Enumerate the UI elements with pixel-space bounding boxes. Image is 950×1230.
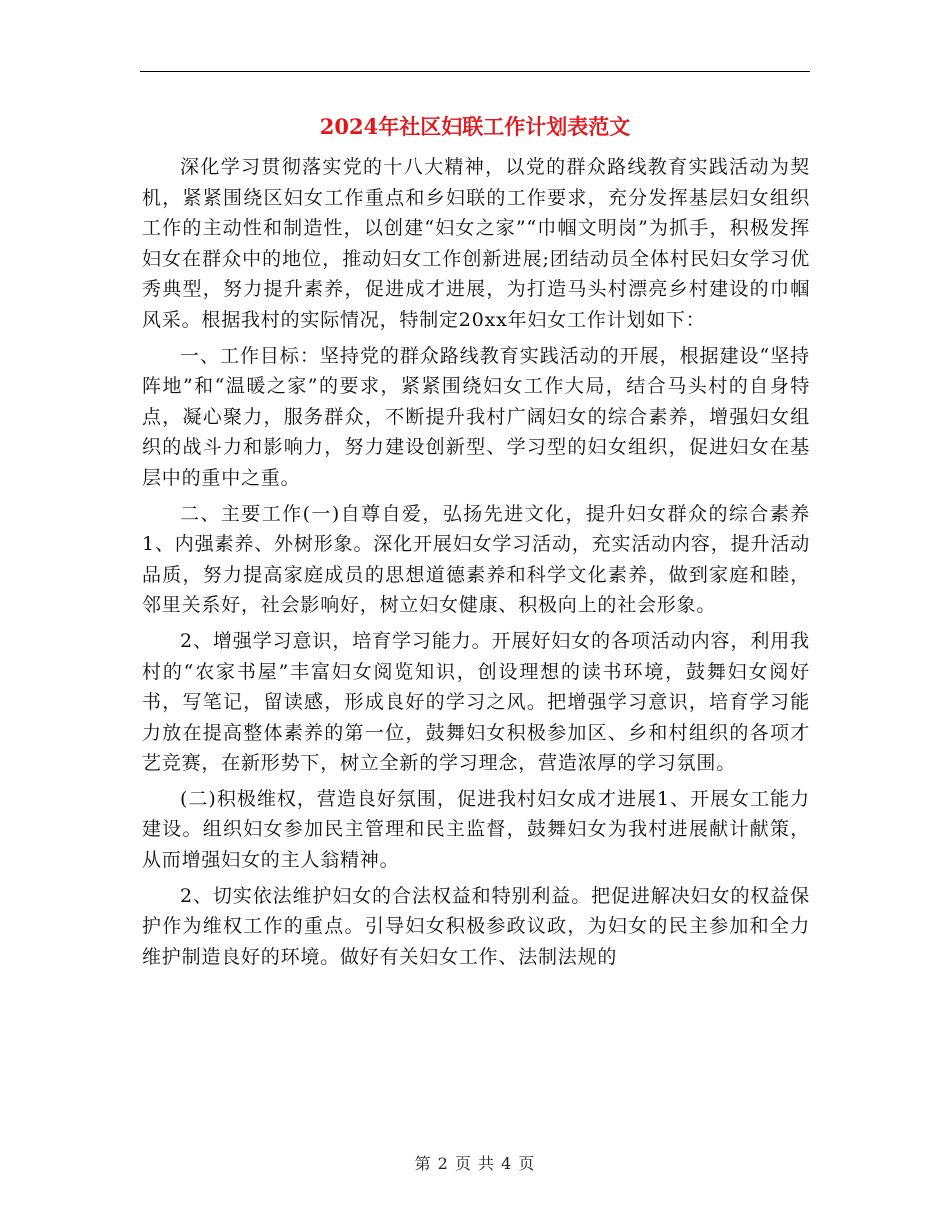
paragraph-legal: 2、切实依法维护妇女的合法权益和特别利益。把促进解决妇女的权益保护作为维权工作的重点。引导妇女积极参政议政，为妇女的民主参加和全力维护制造良好的环境。做好有关妇女工作、法制法规的 (142, 884, 810, 968)
document-body (142, 152, 810, 977)
page-number: 第 2 页 共 4 页 (414, 1154, 536, 1173)
header-rule (140, 71, 810, 72)
paragraph-intro: 深化学习贯彻落实党的十八大精神，以党的群众路线教育实践活动为契机，紧紧围绕区妇女工作重点和乡妇联的工作要求，充分发挥基层妇女组织工作的主动性和制造性，以创建“妇女之家”“巾帼文明岗”为抓手，积极发挥妇女在群众中的地位，推动妇女工作创新进展;团结动员全体村民妇女学习优秀典型，努力提升素养，促进成才进展，为打造马头村漂亮乡村建设的巾帼风采。根据我村的实际情况，特制定20xx年妇女工作计划如下： (142, 156, 810, 331)
paragraph-main-work: 二、主要工作(一)自尊自爱，弘扬先进文化，提升妇女群众的综合素养1、内强素养、外树形象。深化开展妇女学习活动，充实活动内容，提升活动品质，努力提高家庭成员的思想道德素养和科学文化素养，做到家庭和睦，邻里关系好，社会影响好，树立妇女健康、积极向上的社会形象。 (142, 502, 810, 617)
paragraph-learning: 2、增强学习意识，培育学习能力。开展好妇女的各项活动内容，利用我村的“农家书屋”丰富妇女阅览知识，创设理想的读书环境，鼓舞妇女阅好书，写笔记，留读感，形成良好的学习之风。把增强学习意识，培育学习能力放在提高整体素养的第一位，鼓舞妇女积极参加区、乡和村组织的各项才艺竞赛，在新形势下，树立全新的学习理念，营造浓厚的学习氛围。 (142, 629, 810, 775)
paragraph-rights: (二)积极维权，营造良好氛围，促进我村妇女成才进展1、开展女工能力建设。组织妇女参加民主管理和民主监督，鼓舞妇女为我村进展献计献策，从而增强妇女的主人翁精神。 (142, 787, 810, 872)
document-title: 2024年社区妇联工作计划表范文 (319, 114, 631, 139)
paragraph-goals: 一、工作目标：坚持党的群众路线教育实践活动的开展，根据建设“坚持阵地”和“温暖之家”的要求，紧紧围绕妇女工作大局，结合马头村的自身特点，凝心聚力，服务群众，不断提升我村广阔妇女的综合素养，增强妇女组织的战斗力和影响力，努力建设创新型、学习型的妇女组织，促进妇女在基层中的重中之重。 (142, 344, 810, 489)
